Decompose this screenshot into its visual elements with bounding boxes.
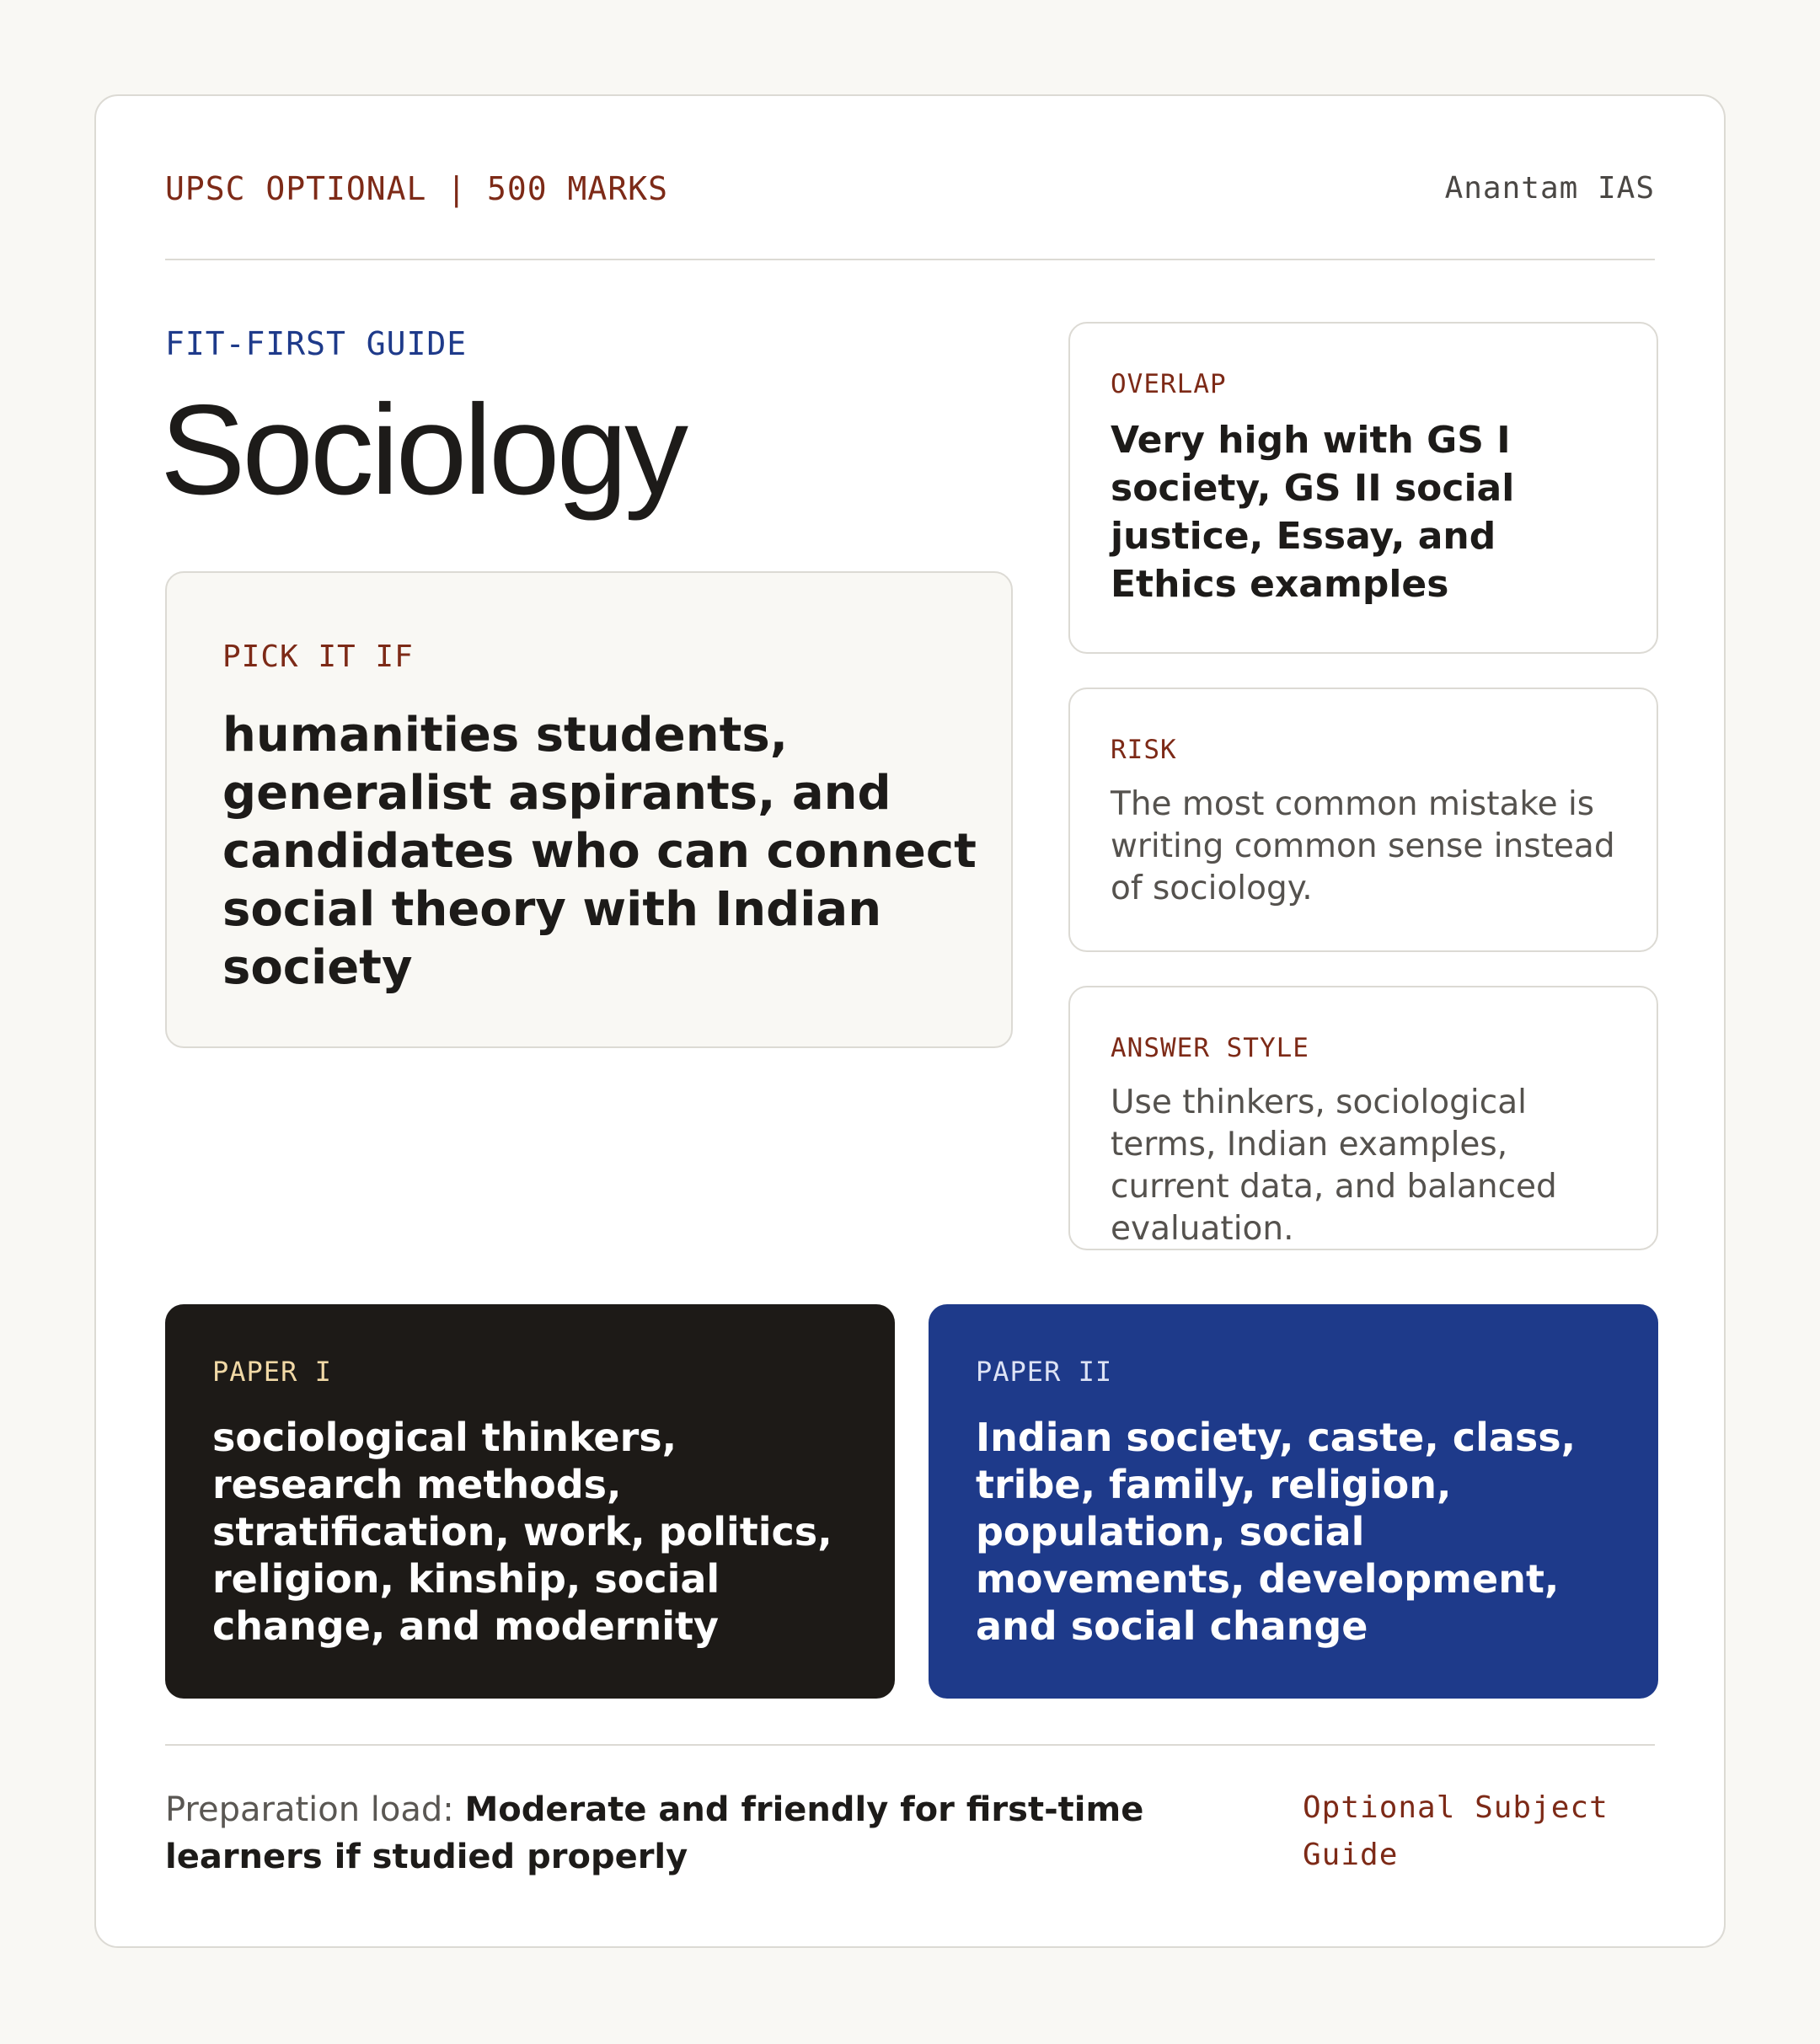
paper-one-panel: [165, 1304, 895, 1699]
paper-one-label: PAPER I: [212, 1356, 332, 1388]
overlap-label: OVERLAP: [1111, 369, 1227, 399]
pick-it-if-text: humanities students, generalist aspirants, and candidates who can connect social theory with Indian society: [222, 708, 977, 995]
risk-text: The most common mistake is writing common sense instead of sociology.: [1111, 785, 1615, 907]
header-divider: [165, 259, 1655, 260]
pick-it-if-panel: [165, 571, 1013, 1048]
footer-divider: [165, 1744, 1655, 1746]
preparation-load-value: Moderate and friendly for first-time learners if studied properly: [165, 1790, 1144, 1876]
paper-two-panel: [929, 1304, 1658, 1699]
paper-two-text: Indian society, caste, class, tribe, family, religion, population, social movements, development, and social change: [976, 1415, 1576, 1649]
preparation-load-label: Preparation load:: [165, 1790, 454, 1829]
footer-guide-tag: Optional Subject Guide: [1303, 1790, 1609, 1872]
paper-two-label: PAPER II: [976, 1356, 1113, 1388]
page-title: Sociology: [160, 378, 686, 522]
answer-style-label: ANSWER STYLE: [1111, 1033, 1309, 1063]
guide-card: [94, 94, 1726, 1948]
preparation-load: [165, 1786, 1261, 1881]
paper-one-text: sociological thinkers, research methods, stratification, work, politics, religion, kinship, social change, and modernity: [212, 1415, 832, 1649]
guide-kicker: FIT-FIRST GUIDE: [165, 325, 468, 362]
risk-label: RISK: [1111, 735, 1177, 765]
header-exam-info: UPSC OPTIONAL | 500 MARKS: [165, 170, 668, 207]
header-brand: Anantam IAS: [1444, 171, 1655, 206]
answer-style-panel: [1068, 986, 1658, 1250]
overlap-text: Very high with GS I society, GS II social justice, Essay, and Ethics examples: [1111, 419, 1515, 606]
answer-style-text: Use thinkers, sociological terms, Indian examples, current data, and balanced evaluation.: [1111, 1084, 1557, 1248]
overlap-panel: [1068, 322, 1658, 654]
pick-it-if-label: PICK IT IF: [222, 639, 414, 674]
risk-panel: [1068, 688, 1658, 952]
